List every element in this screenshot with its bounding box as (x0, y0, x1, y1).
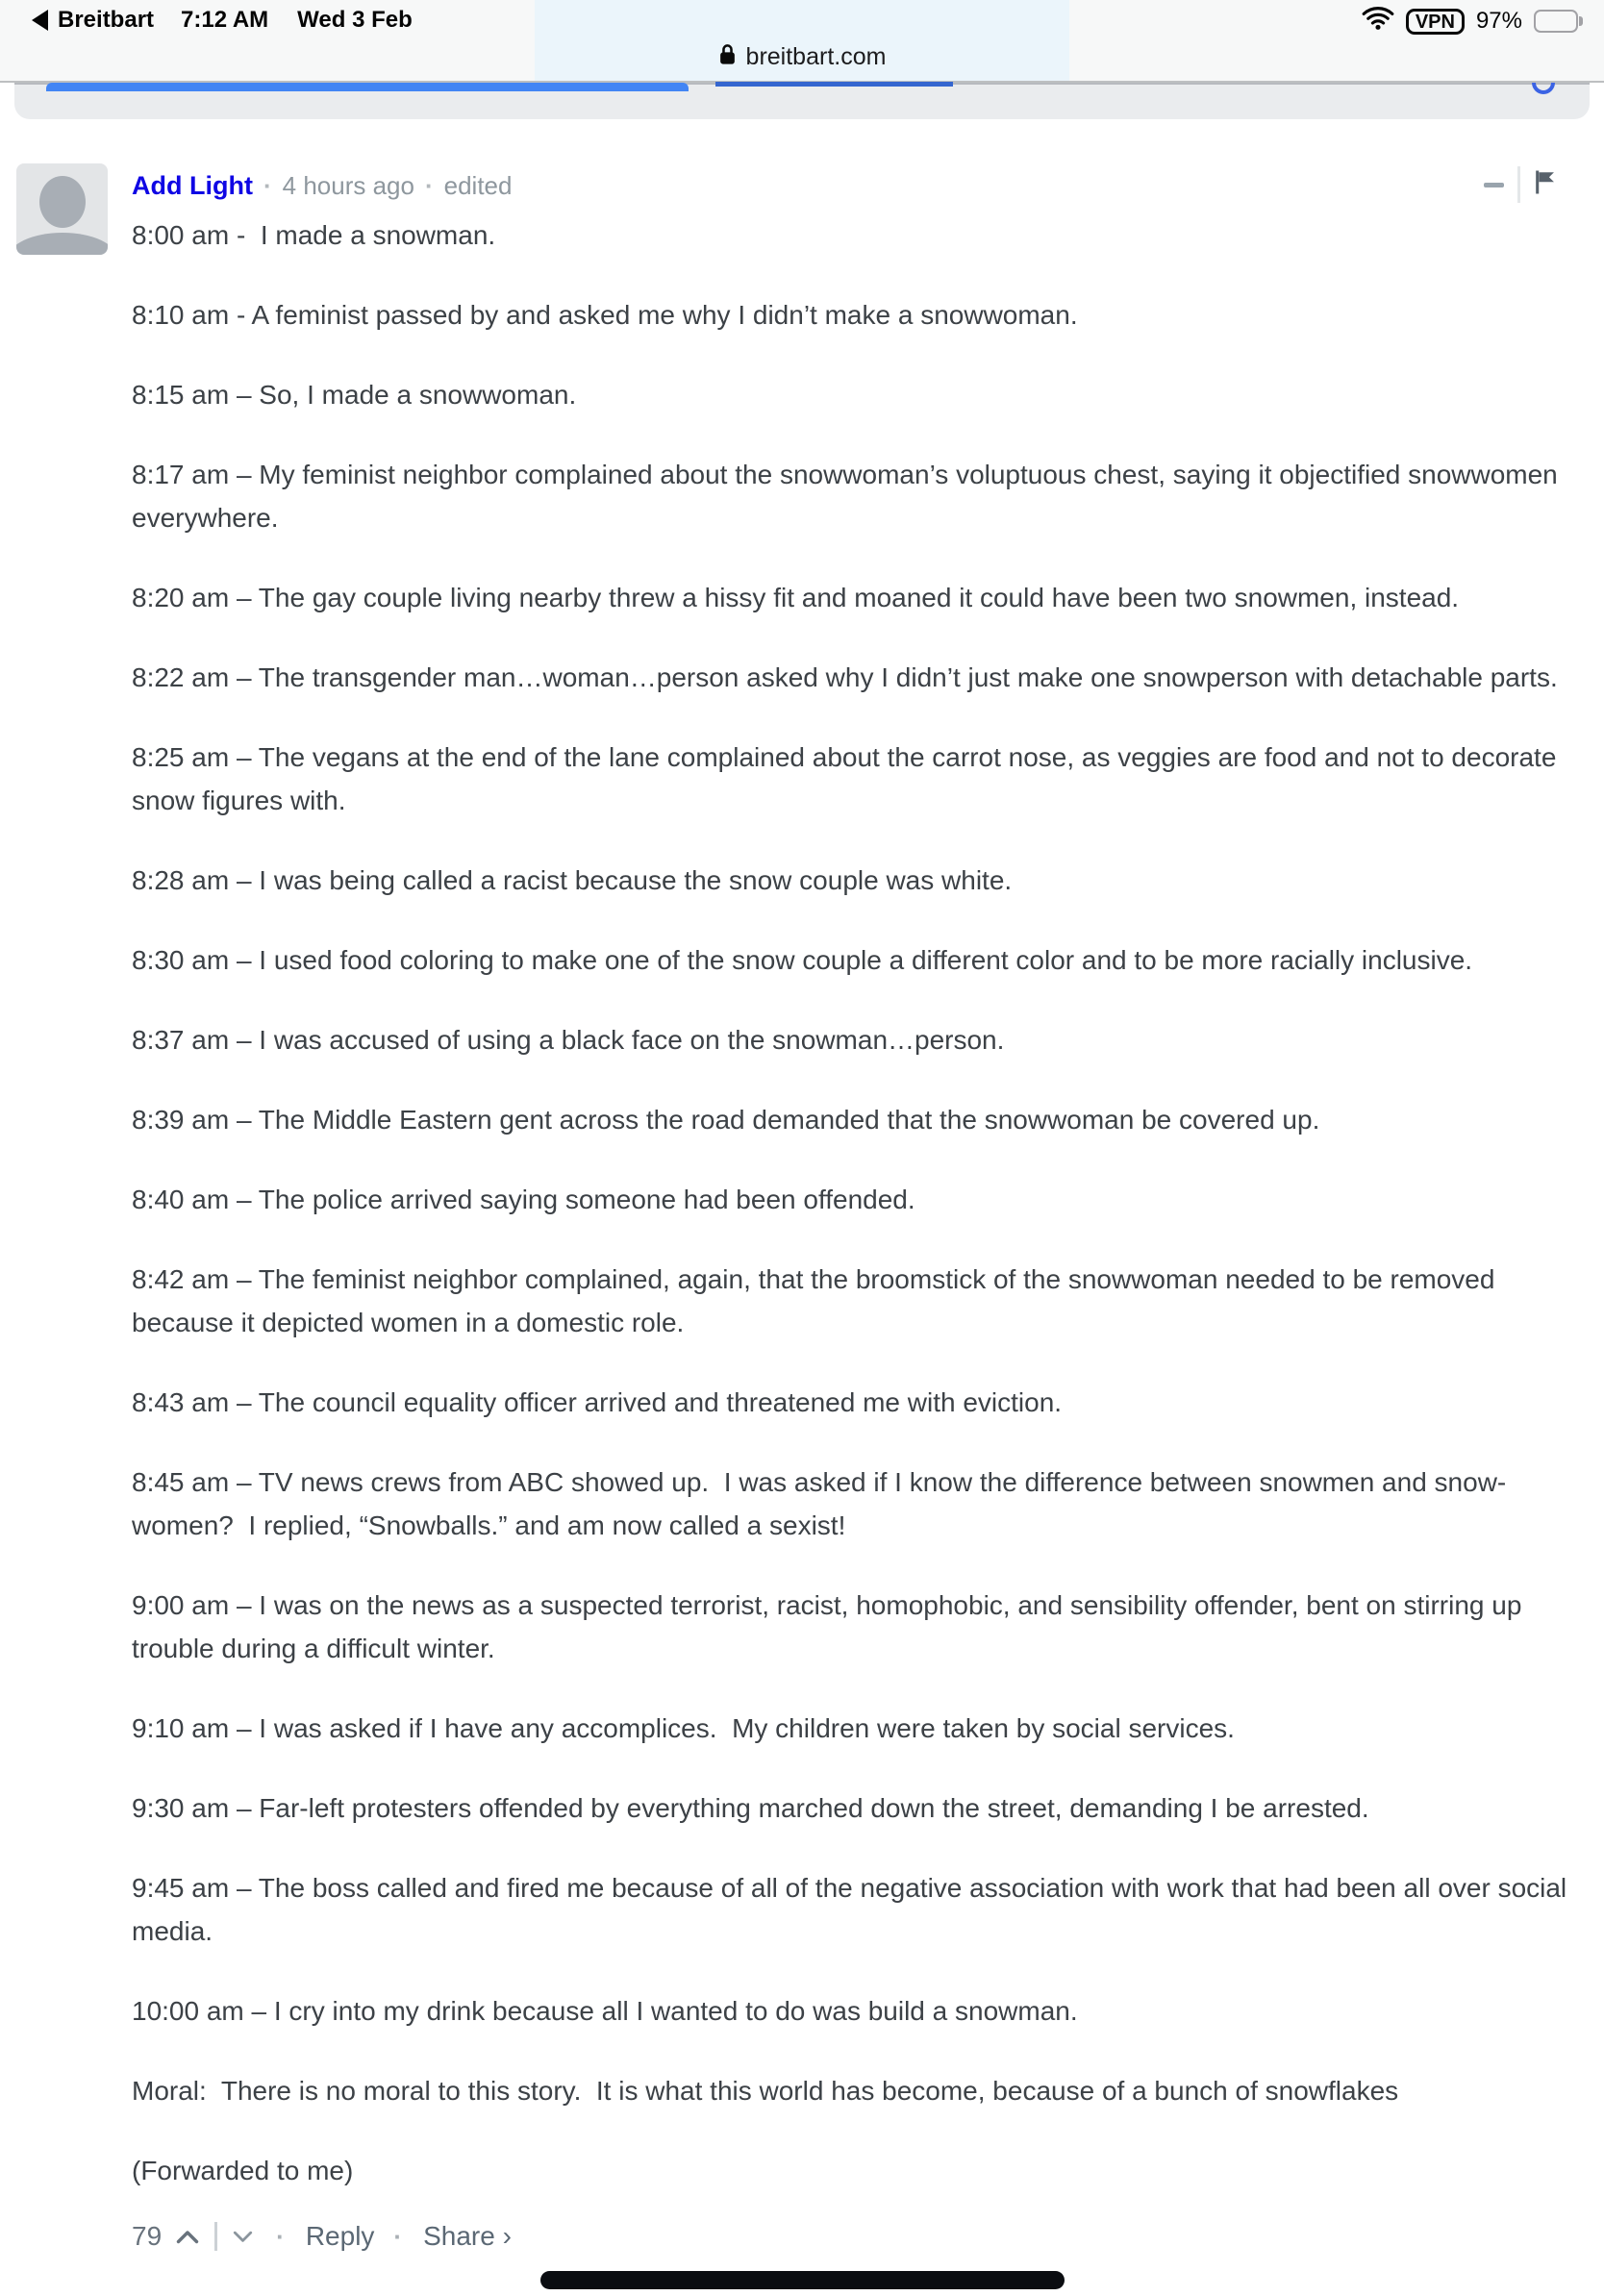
comment-paragraph: 9:45 am – The boss called and fired me because of all of the negative association with work that had been all over social media. (132, 1873, 1574, 1946)
back-to-app-button[interactable] (32, 7, 413, 34)
reply-button[interactable]: Reply (305, 2221, 375, 2251)
comment-paragraph: 8:20 am – The gay couple living nearby threw a hissy fit and moaned it could have been two snowmen, instead. (132, 583, 1460, 612)
comment-paragraph: 8:15 am – So, I made a snowwoman. (132, 380, 577, 410)
comment-controls (1484, 165, 1557, 204)
comment-paragraph: 9:30 am – Far-left protesters offended by everything marched down the street, demanding I be arrested. (132, 1793, 1369, 1823)
comment-paragraph: 8:45 am – TV news crews from ABC showed up. I was asked if I know the difference between snowmen and snow-women? I replied, “Snowballs.” and am now called a sexist! (132, 1467, 1507, 1540)
comment-edited-label: edited (443, 171, 513, 200)
focused-input-edge[interactable] (46, 83, 689, 91)
avatar-head-shape (39, 176, 86, 228)
comment-paragraph: 8:25 am – The vegans at the end of the lane complained about the carrot nose, as veggies are food and not to decorate snow figures with. (132, 742, 1565, 815)
avatar[interactable] (16, 163, 108, 255)
comment-paragraph: Moral: There is no moral to this story. It is what this world has become, because of a bunch of snowflakes (132, 2076, 1399, 2106)
lock-icon (718, 43, 737, 70)
battery-icon (1534, 10, 1583, 33)
downvote-button[interactable] (233, 2231, 253, 2243)
comment-paragraph: 9:10 am – I was asked if I have any accomplices. My children were taken by social services. (132, 1713, 1235, 1743)
controls-divider (1517, 166, 1520, 203)
comment-paragraph: 8:10 am - A feminist passed by and asked me why I didn’t make a snowwoman. (132, 300, 1078, 330)
comment-author-link[interactable]: Add Light (132, 171, 253, 200)
vote-divider (214, 2222, 217, 2251)
meta-dot: · (263, 171, 272, 200)
comment-timestamp: 4 hours ago (282, 171, 414, 200)
comment-paragraph: 9:00 am – I was on the news as a suspected terrorist, racist, homophobic, and sensibility offender, bent on stirring up trouble during a difficult winter. (132, 1590, 1530, 1663)
comment-paragraphs (132, 213, 1572, 2192)
upvote-button[interactable] (176, 2230, 199, 2244)
comment-paragraph: 8:39 am – The Middle Eastern gent across the road demanded that the snowwoman be covered up. (132, 1105, 1320, 1135)
back-app-name: Breitbart (58, 7, 155, 33)
status-indicators (1362, 7, 1583, 36)
comment-paragraph: 8:42 am – The feminist neighbor complained, again, that the broomstick of the snowwoman needed to be removed because it depicted women in a domestic role. (132, 1264, 1503, 1337)
home-indicator[interactable] (540, 2271, 1065, 2289)
avatar-shoulders-shape (16, 233, 108, 255)
comment-body (132, 213, 1572, 2254)
safari-toolbar (0, 0, 1604, 83)
collapse-comment-button[interactable] (1484, 183, 1504, 187)
status-time: 7:12 AM (181, 7, 269, 33)
status-bar (0, 0, 1604, 37)
comment-header (132, 171, 512, 201)
comment-paragraph: 10:00 am – I cry into my drink because all I wanted to do was build a snowman. (132, 1996, 1078, 2026)
meta-dot: · (424, 171, 434, 200)
active-tab-underline (715, 82, 953, 87)
comment-paragraph: (Forwarded to me) (132, 2156, 354, 2185)
vpn-badge: VPN (1406, 9, 1465, 35)
footer-dot: · (276, 2221, 285, 2251)
address-bar[interactable] (0, 35, 1604, 79)
comment-form-remnant (14, 83, 1590, 119)
comment-paragraph: 8:17 am – My feminist neighbor complained about the snowwoman’s voluptuous chest, saying it objectified snowwomen everywhere. (132, 460, 1566, 533)
footer-dot: · (393, 2221, 403, 2251)
comment-paragraph: 8:28 am – I was being called a racist because the snow couple was white. (132, 865, 1013, 895)
battery-percent: 97% (1475, 8, 1522, 34)
comment-paragraph: 8:30 am – I used food coloring to make one of the snow couple a different color and to be more racially inclusive. (132, 945, 1473, 975)
flag-comment-button[interactable] (1534, 169, 1557, 200)
comment-paragraph: 8:40 am – The police arrived saying someone had been offended. (132, 1185, 915, 1214)
wifi-icon (1362, 7, 1394, 36)
comment-paragraph: 8:37 am – I was accused of using a black face on the snowman…person. (132, 1025, 1005, 1055)
comment-footer (132, 2219, 1572, 2254)
share-button[interactable]: Share › (423, 2221, 512, 2251)
status-date: Wed 3 Feb (297, 7, 413, 33)
url-domain: breitbart.com (745, 42, 887, 70)
back-triangle-icon (32, 10, 48, 31)
comment-paragraph: 8:00 am - I made a snowman. (132, 220, 496, 250)
comment-paragraph: 8:22 am – The transgender man…woman…person asked why I didn’t just make one snowperson with detachable parts. (132, 662, 1558, 692)
upvote-count: 79 (132, 2221, 163, 2251)
refresh-arc-icon[interactable] (1532, 83, 1555, 94)
comment-paragraph: 8:43 am – The council equality officer arrived and threatened me with eviction. (132, 1387, 1063, 1417)
